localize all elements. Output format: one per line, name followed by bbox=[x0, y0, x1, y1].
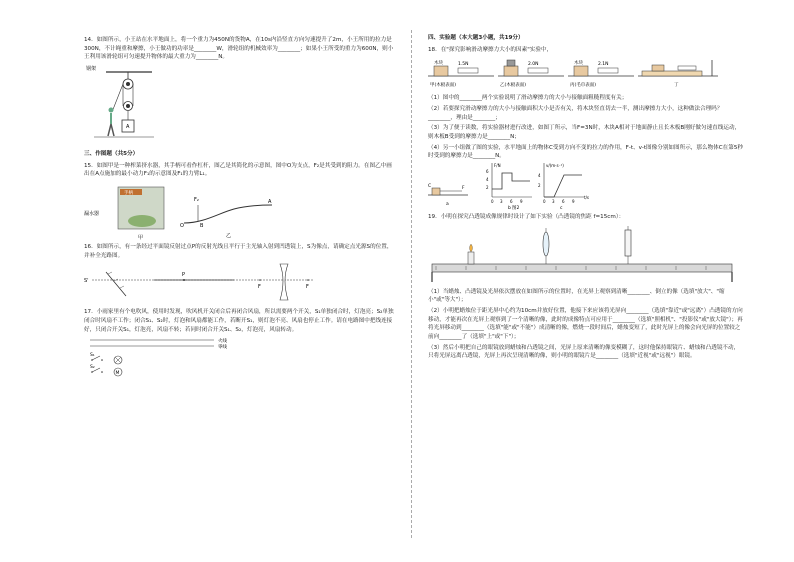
screen-icon bbox=[625, 226, 631, 264]
lens-icon bbox=[543, 228, 549, 264]
v-t-tick-9: 9 bbox=[572, 198, 575, 204]
v-t-tick-3: 3 bbox=[552, 198, 555, 204]
wood-block-label-1: 木块 bbox=[434, 61, 443, 67]
setup-ding bbox=[638, 60, 718, 88]
question-18-part1: （1）图中的________两个实验说明了滑动摩擦力的大小与接触面粗糙程度有关； bbox=[428, 95, 628, 102]
caption-jia: 甲(木板表面) bbox=[430, 83, 457, 89]
lever-figures bbox=[84, 179, 396, 241]
sub-c-label: c bbox=[560, 205, 563, 211]
v-tick-4: 4 bbox=[538, 172, 541, 178]
F-t-graph bbox=[486, 163, 532, 211]
optics-figure bbox=[84, 260, 396, 306]
cargo-label-A: A bbox=[126, 123, 130, 130]
v-tick-2: 2 bbox=[538, 182, 541, 188]
setup-bing bbox=[568, 59, 634, 88]
question-16: 16．如图所示，有一条经过平面镜反射过点P的反射光线且平行于主光轴入射到凹透镜上，S为像点，请确定点光源S的位置，并补全光路图。 bbox=[84, 243, 393, 259]
friction-figures bbox=[428, 54, 744, 92]
optical-bench bbox=[432, 264, 732, 272]
caption-ding: 丁 bbox=[674, 83, 679, 89]
v-t-tick-6: 6 bbox=[562, 198, 565, 204]
focus-right-label: F bbox=[306, 284, 309, 291]
pulley-figure bbox=[84, 62, 396, 144]
point-B-label: B bbox=[200, 222, 204, 229]
left-column bbox=[84, 34, 396, 378]
F-tick-2: 2 bbox=[486, 184, 489, 190]
figure-jia-label: 甲 bbox=[138, 234, 144, 241]
figure-yi-label: 乙 bbox=[226, 232, 232, 239]
steel-frame-label: 钢架 bbox=[86, 65, 97, 72]
question-19-part2: （2）小明把蜡烛位于距光屏中心约为10cm并放好位置，他接下来应该将光屏向________（选填"靠近"或"远离"）凸透镜的方向移动，才能再次在光屏上观察到了一个清晰的像，此时的成像特点可应用于________（选填"照相机"、"投影仪"或"放大镜"）；再将光屏移动到________（选填"能"或"不能"）成清晰的像，燃烧一段时间后，蜡烛变短了，此时光屏上的像会向光屏的位置较之前向________了（选填"上"或"下"）； bbox=[428, 307, 743, 340]
block-C-setup bbox=[428, 183, 468, 207]
pulley-diagram bbox=[84, 62, 204, 144]
section-3-heading: 三、作图题（共5分） bbox=[84, 150, 139, 157]
switch-S1-label: S₁ bbox=[90, 353, 95, 359]
question-18-intro: 18．在"探究影响滑动摩擦力大小的因素"实验中， bbox=[428, 46, 553, 53]
motor-M-label: M bbox=[115, 371, 120, 377]
sub-a-label: a bbox=[446, 201, 449, 207]
F-t-tick-0: 0 bbox=[491, 198, 494, 204]
optical-bench-figure bbox=[428, 222, 744, 286]
t-axis-label: t/s bbox=[584, 194, 589, 200]
circuit-diagram bbox=[84, 334, 396, 378]
F-t-tick-9: 9 bbox=[520, 198, 523, 204]
v-axis-label: v/(m·s⁻¹) bbox=[546, 162, 564, 168]
live-wire-label: 火线 bbox=[218, 339, 227, 345]
neutral-wire-label: 零线 bbox=[218, 345, 227, 351]
question-14: 14．如图所示，小王站在水平地面上，将一个重力为450N的货物A，在10s内沿竖直方向匀速提升了2m，小王所用的拉力是300N，不计绳重和摩擦，小王做功的功率是________W，滑轮组的机械效率为________；如果小王所受的重力为600N，则小王利用该滑轮组可匀速提升物体的最大重力为________N。 bbox=[84, 37, 394, 61]
force-F2-label: F₂ bbox=[194, 196, 199, 203]
ft-vt-figures bbox=[428, 161, 744, 211]
question-18-part2: （2）若要探究滑动摩擦力的大小与接触面积大小是否有关，将木块竖直切去一半，测出摩擦力大小，这种做法合理吗？________，理由是________； bbox=[428, 105, 723, 121]
question-18-part4: （4）另一小组做了图的实验，水平地面上的物体C受到方向不变的拉力的作用，F-t、v-t图像分别如图所示，那么物体C在第5秒时受到的摩擦力是________N。 bbox=[428, 144, 744, 160]
block-C-label: C bbox=[428, 183, 432, 189]
friction-setup-diagram bbox=[428, 54, 744, 92]
optical-bench-diagram bbox=[428, 222, 744, 286]
F-tick-4: 4 bbox=[486, 176, 489, 182]
wood-block-label-3: 木块 bbox=[574, 61, 583, 67]
F-tick-6: 6 bbox=[486, 168, 489, 174]
point-A-label: A bbox=[268, 198, 272, 205]
column-divider bbox=[411, 30, 412, 538]
question-15: 15．如图甲是一种榨菜挤水器，其手柄可看作杠杆，图乙是其简化的示意图，图中O为支点，F₂是其受到的阻力。在图乙中画出在A点施加的最小动力F₁的示意图及F₁的力臂L₁。 bbox=[84, 162, 392, 178]
image-point-S-label: S' bbox=[84, 278, 89, 285]
section-4-heading: 四、实验题（本大题3小题，共19分） bbox=[428, 35, 524, 41]
caption-bing: 丙(毛巾表面) bbox=[570, 83, 597, 89]
force-reading-2: 2.0N bbox=[528, 62, 539, 68]
setup-yi bbox=[498, 60, 564, 88]
question-19-intro: 19．小明在探究凸透镜成像规律时设计了如下实验（凸透镜的焦距 f=15cm）： bbox=[428, 213, 625, 220]
lever-diagram bbox=[84, 179, 396, 241]
point-P-label: P bbox=[182, 272, 186, 279]
question-19-part3: （3）然后小明把自己的眼镜放到蜡烛和凸透镜之间，光屏上原来清晰的像变模糊了，这时他保持眼镜片、蜡烛和凸透镜不动，只将光屏远离凸透镜，光屏上再次呈现清晰的像，则小明的眼镜片是________（选填"近视"或"远视"）眼镜。 bbox=[428, 344, 740, 360]
pull-F-label: F bbox=[462, 185, 465, 191]
candle-icon bbox=[468, 244, 474, 264]
F-axis-label: F/N bbox=[494, 162, 501, 168]
circuit-figure bbox=[84, 334, 396, 378]
ft-vt-graphs bbox=[428, 161, 744, 211]
pivot-O-label: O bbox=[180, 222, 184, 229]
force-reading-1: 1.5N bbox=[458, 62, 469, 68]
question-18-part3: （3）为了便于读数，将实验器材进行改进，如图丁所示，当F=3N时，木块A相对于地面静止且长木板B刚好做匀速直线运动，则木板B受到的摩擦力是________N； bbox=[428, 125, 741, 140]
question-17: 17．小雨家里有个电吹风，使用时发现，吹风机开关闭合后再闭合风扇，所以需要两个开关，S₁单独闭合时，灯泡亮；S₂单独闭合时风扇不工作；闭合S₁、S₂时，灯泡和风扇都能工作，若断开S₁，则灯泡不亮、风扇也停止工作。请在电路图中把线连接好，只闭合开关S₁，灯泡亮，风扇不转；若同时闭合开关S₁、S₂，灯泡亮，风扇转动。 bbox=[84, 309, 394, 333]
F-t-tick-6: 6 bbox=[510, 198, 513, 204]
v-t-tick-0: 0 bbox=[543, 198, 546, 204]
question-19-part1: （1）当蜡烛、凸透镜及光屏依次摆放在如图所示的位置时，在光屏上观察到清晰________、倒立的像（选填"放大"、"缩小"或"等大"）； bbox=[428, 288, 725, 304]
figure-2-label: 图2 bbox=[512, 205, 520, 211]
device-label: 漏水器 bbox=[84, 210, 100, 217]
handle-label: 手柄 bbox=[124, 190, 133, 196]
sub-b-label: b bbox=[508, 205, 511, 211]
v-t-graph bbox=[538, 163, 589, 211]
focus-left-label: F bbox=[258, 284, 261, 291]
right-column bbox=[428, 34, 744, 361]
caption-yi: 乙(木板表面) bbox=[500, 83, 527, 89]
switch-S2-label: S₂ bbox=[90, 365, 95, 371]
force-reading-3: 2.1N bbox=[598, 62, 609, 68]
setup-jia bbox=[428, 59, 494, 88]
F-t-tick-3: 3 bbox=[500, 198, 503, 204]
concave-lens-diagram bbox=[84, 260, 396, 306]
